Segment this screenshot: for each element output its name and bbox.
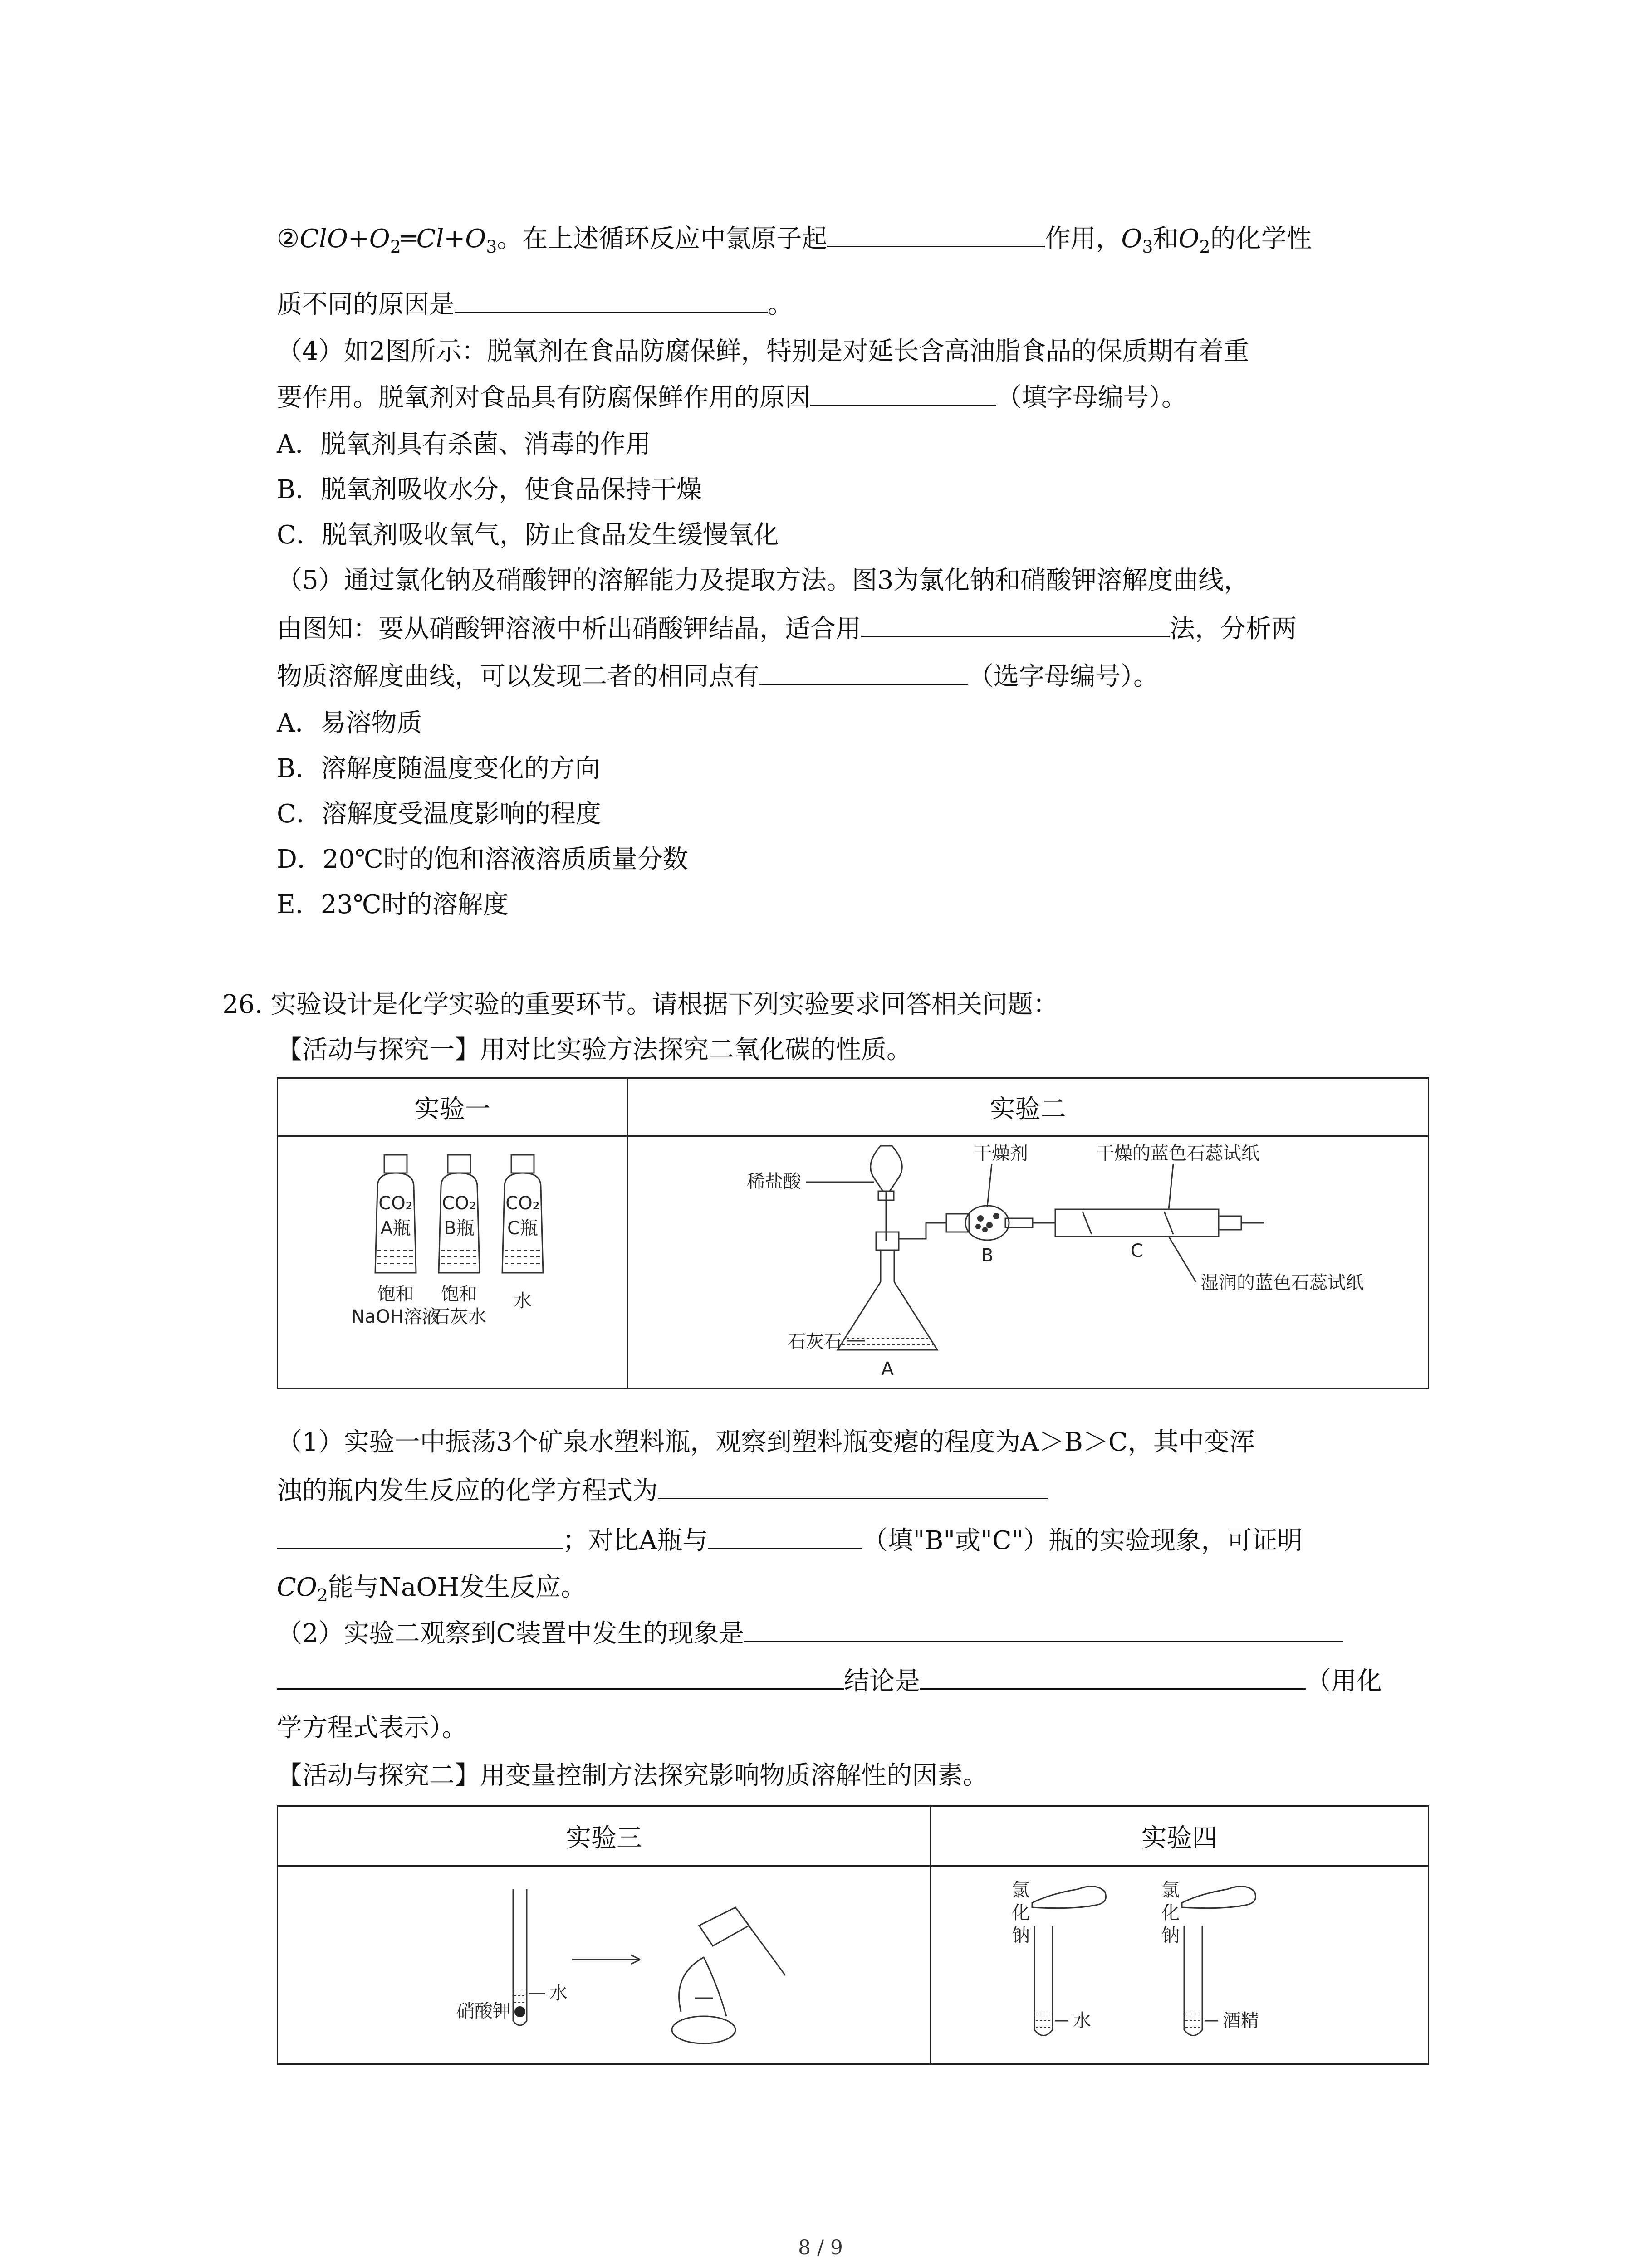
solution-label: 饱和 <box>441 1284 477 1305</box>
answer-blank[interactable] <box>920 1665 1306 1690</box>
bottles-diagram <box>280 1137 625 1382</box>
co2-apparatus-diagram <box>629 1137 1427 1382</box>
dissolve-heat-diagram <box>282 1867 926 2057</box>
table-header: 实验三 <box>278 1806 931 1866</box>
experiment-table-1 <box>277 1077 1429 1389</box>
option: A．脱氧剂具有杀菌、消毒的作用 <box>277 430 651 459</box>
solution-label: 水 <box>514 1290 532 1311</box>
apparatus-label: 干燥的蓝色石蕊试纸 <box>1096 1143 1259 1164</box>
figure-label: 硝酸钾 <box>456 2001 511 2022</box>
q26-part2-line2: 结论是 （用化 <box>277 1665 1382 1697</box>
experiment-2-figure <box>627 1136 1429 1389</box>
experiment-4-figure <box>931 1866 1429 2064</box>
q25-line2: 质不同的原因是 。 <box>277 288 793 321</box>
activity-2-heading: 【活动与探究二】用变量控制方法探究影响物质溶解性的因素。 <box>277 1761 988 1790</box>
q26-part1-line3: ；对比A瓶与 （填"B"或"C"）瓶的实验现象，可证明 <box>277 1524 1303 1557</box>
table-header: 实验二 <box>627 1078 1429 1136</box>
bottle-label: C瓶 <box>507 1218 538 1239</box>
q26-part1-line4: $CO_2$能与NaOH发生反应。 <box>277 1573 587 1606</box>
figure-label: 酒精 <box>1222 2010 1259 2031</box>
table-header: 实验四 <box>931 1806 1429 1866</box>
apparatus-label: B <box>980 1245 994 1266</box>
solution-label: 石灰水 <box>432 1306 486 1327</box>
answer-blank[interactable] <box>861 612 1170 637</box>
q26-part2-line1: （2）实验二观察到C装置中发生的现象是 <box>277 1617 1343 1650</box>
q26-title: 26. 实验设计是化学实验的重要环节。请根据下列实验要求回答相关问题： <box>222 990 1058 1019</box>
apparatus-label: A <box>881 1359 894 1379</box>
q25-part5-line1: （5）通过氯化钠及硝酸钾的溶解能力及提取方法。图3为氯化钠和硝酸钾溶解度曲线， <box>277 566 1249 595</box>
bottle-gas-label: CO₂ <box>442 1193 476 1214</box>
apparatus-label: 稀盐酸 <box>746 1171 801 1192</box>
apparatus-label: C <box>1130 1241 1143 1261</box>
option: C．溶解度受温度影响的程度 <box>277 799 601 829</box>
answer-blank[interactable] <box>277 1524 563 1549</box>
experiment-3-figure <box>278 1866 931 2064</box>
apparatus-label: 干燥剂 <box>973 1143 1028 1164</box>
q26-part1-line1: （1）实验一中振荡3个矿泉水塑料瓶，观察到塑料瓶变瘪的程度为A＞B＞C，其中变浑 <box>277 1427 1255 1457</box>
q25-part5-line3: 物质溶解度曲线，可以发现二者的相同点有 （选字母编号）。 <box>277 660 1159 693</box>
bottle-gas-label: CO₂ <box>378 1193 413 1214</box>
answer-blank[interactable] <box>810 381 996 406</box>
figure-label: 氯 <box>1161 1880 1180 1901</box>
option: B．脱氧剂吸收水分，使食品保持干燥 <box>277 475 702 504</box>
q25-part4-line2: 要作用。脱氧剂对食品具有防腐保鲜作用的原因 （填字母编号）。 <box>277 381 1187 414</box>
answer-blank[interactable] <box>658 1474 1048 1499</box>
figure-label: 化 <box>1161 1902 1180 1923</box>
figure-label: 水 <box>1073 2010 1091 2031</box>
experiment-table-2 <box>277 1805 1429 2065</box>
bottle-label: A瓶 <box>380 1218 411 1239</box>
solution-label: 饱和 <box>377 1284 414 1305</box>
apparatus-label: 石灰石 <box>787 1331 842 1352</box>
page-number: 8 / 9 <box>798 2236 843 2259</box>
q25-line1: $②ClO+O_2═Cl+O_3$。在上述循环反应中氯原子起 作用，$O_3$和$O_2$的化学性 <box>277 222 1312 263</box>
figure-label: 氯 <box>1011 1880 1030 1901</box>
option: A．易溶物质 <box>277 709 422 738</box>
figure-label: 钠 <box>1161 1925 1180 1946</box>
answer-blank[interactable] <box>455 288 768 313</box>
table-header: 实验一 <box>278 1078 627 1136</box>
bottle-gas-label: CO₂ <box>505 1193 540 1214</box>
solvent-compare-diagram <box>932 1867 1427 2057</box>
q25-part5-line2: 由图知：要从硝酸钾溶液中析出硝酸钾结晶，适合用 法，分析两 <box>277 612 1297 645</box>
option: C．脱氧剂吸收氧气，防止食品发生缓慢氧化 <box>277 520 779 550</box>
answer-blank[interactable] <box>744 1617 1343 1642</box>
answer-blank[interactable] <box>827 222 1045 247</box>
option: D．20℃时的饱和溶液溶质质量分数 <box>277 845 688 874</box>
q26-part1-line2: 浊的瓶内发生反应的化学方程式为 <box>277 1474 1048 1507</box>
experiment-1-figure <box>278 1136 627 1389</box>
figure-label: 化 <box>1011 1902 1030 1923</box>
activity-1-heading: 【活动与探究一】用对比实验方法探究二氧化碳的性质。 <box>277 1035 912 1065</box>
figure-label: 水 <box>549 1983 568 2004</box>
q25-part4-line1: （4）如2图所示：脱氧剂在食品防腐保鲜，特别是对延长含高油脂食品的保质期有着重 <box>277 337 1249 366</box>
apparatus-label: 湿润的蓝色石蕊试纸 <box>1200 1272 1364 1293</box>
bottle-label: B瓶 <box>444 1218 475 1239</box>
option: B．溶解度随温度变化的方向 <box>277 754 601 783</box>
answer-blank[interactable] <box>759 660 968 685</box>
solution-label: NaOH溶液 <box>351 1306 440 1327</box>
figure-label: 钠 <box>1011 1925 1030 1946</box>
option: E．23℃时的溶解度 <box>277 890 509 919</box>
answer-blank[interactable] <box>277 1665 844 1690</box>
answer-blank[interactable] <box>708 1524 862 1549</box>
q26-part2-line3: 学方程式表示）。 <box>277 1713 467 1743</box>
